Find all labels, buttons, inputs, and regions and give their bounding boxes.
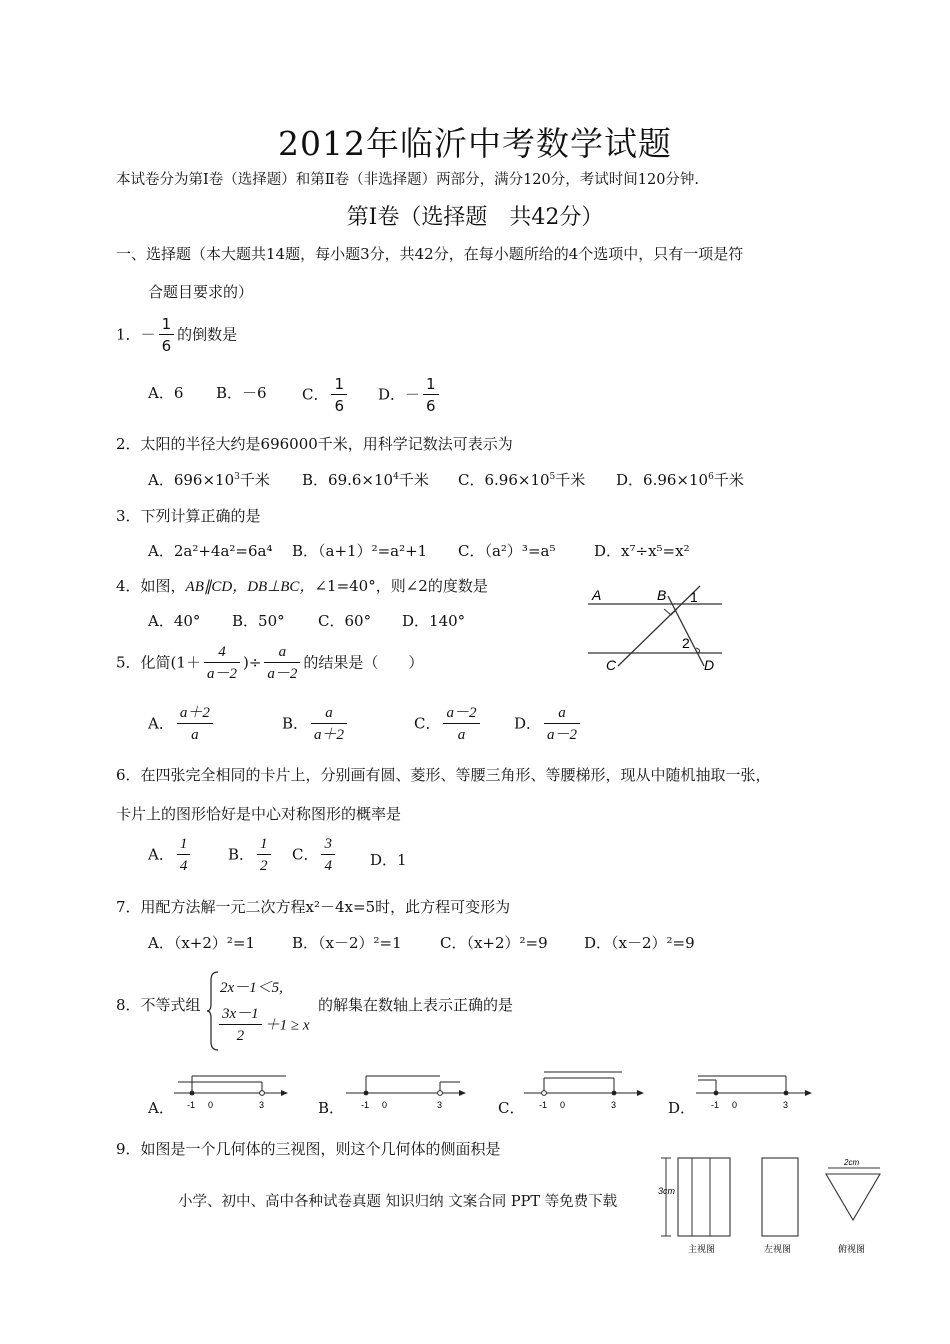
q3-option-d: D．x⁷÷x⁵=x²	[594, 542, 690, 560]
q8-option-b: B．	[318, 1099, 345, 1117]
q2-option-d: D．$6.96\times 10^6$千米	[616, 471, 744, 489]
q6-option-a: A． $\frac{1}{4}$	[148, 834, 193, 877]
q6-option-d: D．1	[370, 851, 407, 869]
svg-text:-1: -1	[539, 1100, 548, 1110]
question-1: 1．－ $\frac{1}{6}$ 的倒数是	[116, 315, 238, 355]
svg-text:D: D	[704, 657, 715, 673]
question-8-label: 8．不等式组	[116, 996, 201, 1014]
q9-three-views-figure	[652, 1150, 912, 1258]
svg-text:A: A	[592, 587, 602, 603]
svg-text:0: 0	[382, 1100, 388, 1110]
svg-text:3cm: 3cm	[658, 1186, 676, 1196]
q6-option-c: C． $\frac{3}{4}$	[292, 834, 338, 877]
q4-option-c: C．60°	[318, 612, 372, 630]
svg-text:1: 1	[690, 589, 698, 605]
q3-option-a: A．2a²+4a²=6a⁴	[148, 542, 273, 560]
svg-text:2cm: 2cm	[844, 1158, 860, 1167]
q1-option-a: A．6	[148, 384, 184, 402]
q1-fraction: $\frac{1}{6}$	[159, 314, 175, 357]
q7-option-b: B．（x－2）²=1	[292, 934, 402, 952]
question-3: 3．下列计算正确的是	[116, 507, 261, 525]
exam-intro: 本试卷分为第Ⅰ卷（选择题）和第Ⅱ卷（非选择题）两部分，满分120分，考试时间120分钟.	[116, 172, 700, 188]
section-heading: 第Ⅰ卷（选择题 共42分）	[346, 205, 604, 230]
svg-text:0: 0	[732, 1100, 738, 1110]
svg-text:-1: -1	[711, 1100, 720, 1110]
svg-text:3: 3	[259, 1100, 265, 1110]
question-7: 7．用配方法解一元二次方程x²－4x=5时，此方程可变形为	[116, 898, 511, 916]
q4-option-b: B．50°	[232, 612, 285, 630]
q4-parallel-lines-figure	[582, 580, 732, 680]
q7-option-c: C．（x+2）²=9	[440, 934, 548, 952]
page-title: 2012年临沂中考数学试题	[278, 124, 672, 163]
svg-text:B: B	[657, 587, 667, 603]
q8-option-a: A．	[148, 1099, 174, 1117]
q8-option-c: C．	[498, 1099, 525, 1117]
svg-text:-1: -1	[187, 1100, 196, 1110]
svg-text:0: 0	[560, 1100, 566, 1110]
q5-option-a: A． $\frac{a+2}{a}$	[148, 703, 216, 746]
svg-text:2: 2	[682, 635, 690, 651]
q8-inequality-2: $\frac{3x-1}{2}$ ＋1 ≥ x	[216, 1004, 310, 1047]
svg-text:3: 3	[437, 1100, 443, 1110]
q7-option-a: A．（x+2）²=1	[148, 934, 256, 952]
q5-option-d: D． $\frac{a}{a-2}$	[514, 703, 583, 746]
svg-text:俯视图: 俯视图	[838, 1244, 866, 1254]
q4-option-d: D．140°	[402, 612, 466, 630]
part-instructions-line2: 合题目要求的）	[148, 283, 254, 301]
q1-option-d: D．－ $\frac{1}{6}$	[378, 374, 442, 417]
question-6-line2: 卡片上的图形恰好是中心对称图形的概率是	[116, 805, 402, 823]
svg-text:C: C	[606, 657, 617, 673]
question-8-prompt: 的解集在数轴上表示正确的是	[318, 996, 514, 1014]
svg-text:0: 0	[208, 1100, 214, 1110]
q1-option-b: B．－6	[216, 384, 267, 402]
q8-number-line-c	[522, 1066, 646, 1114]
svg-text:主视图: 主视图	[688, 1244, 716, 1254]
q5-option-c: C． $\frac{a-2}{a}$	[414, 703, 483, 746]
question-5: 5．化简(1＋ $\frac{4}{a-2}$ )÷ $\frac{a}{a-2}$ 的结果是（ ）	[116, 644, 424, 682]
question-9: 9．如图是一个几何体的三视图，则这个几何体的侧面积是	[116, 1140, 501, 1158]
q3-option-b: B．（a+1）²=a²+1	[292, 542, 428, 560]
q2-option-a: A．$696\times 10^3$千米	[148, 471, 270, 489]
q8-option-d: D．	[668, 1099, 696, 1117]
svg-text:3: 3	[783, 1100, 789, 1110]
q8-number-line-a	[172, 1068, 290, 1114]
q5-option-b: B． $\frac{a}{a+2}$	[282, 703, 350, 746]
q8-inequality-1: 2x－1＜5,	[220, 980, 283, 996]
part-instructions-line1: 一、选择题（本大题共14题，每小题3分，共42分，在每小题所给的4个选项中，只有一项是符	[116, 245, 744, 263]
question-4: 4．如图，AB∥CD，DB⊥BC，∠1=40°，则∠2的度数是	[116, 577, 488, 595]
question-6-line1: 6．在四张完全相同的卡片上，分别画有圆、菱形、等腰三角形、等腰梯形，现从中随机抽取一张，	[116, 766, 771, 784]
q8-number-line-b	[344, 1068, 468, 1114]
q2-option-c: C．$6.96\times 10^5$千米	[458, 471, 586, 489]
q7-option-d: D．（x－2）²=9	[584, 934, 695, 952]
q1-option-c: C． $\frac{1}{6}$	[302, 374, 350, 417]
question-2: 2．太阳的半径大约是696000千米，用科学记数法可表示为	[116, 435, 513, 453]
svg-text:左视图: 左视图	[764, 1244, 792, 1254]
footer-note: 小学、初中、高中各种试卷真题 知识归纳 文案合同 PPT 等免费下载	[178, 1194, 618, 1210]
svg-text:3: 3	[611, 1100, 617, 1110]
q6-option-b: B． $\frac{1}{2}$	[228, 834, 274, 877]
q8-number-line-d	[694, 1068, 814, 1114]
q3-option-c: C．（a²）³=a⁵	[458, 542, 556, 560]
q4-option-a: A．40°	[148, 612, 201, 630]
svg-text:-1: -1	[361, 1100, 370, 1110]
q2-option-b: B．$69.6\times 10^4$千米	[302, 471, 429, 489]
